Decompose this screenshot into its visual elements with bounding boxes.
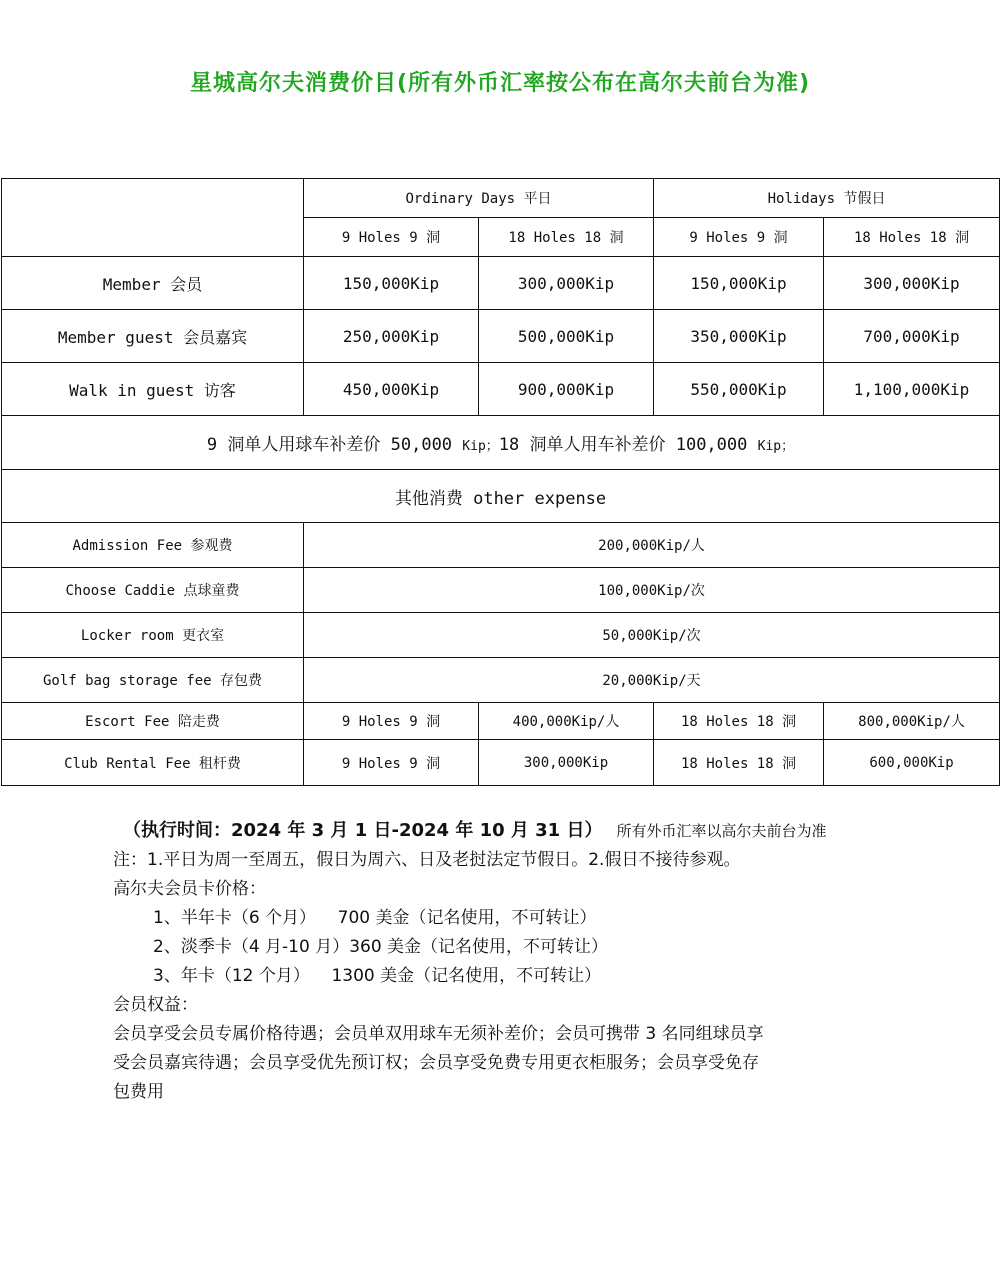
table-row-club-rental (2, 740, 1000, 786)
expense-label: Golf bag storage fee 存包费 (2, 658, 304, 703)
escort-18-value: 800,000Kip/人 (824, 703, 1000, 740)
page-title: 星城高尔夫消费价目(所有外币汇率按公布在高尔夫前台为准) (189, 71, 811, 96)
price-cell: 300,000Kip (479, 257, 654, 310)
cart-note-unit: Kip； (757, 439, 795, 454)
price-cell: 150,000Kip (304, 257, 479, 310)
member-benefits-line: 受会员嘉宾待遇；会员享受优先预订权；会员享受免费专用更衣柜服务；会员享受免存 (113, 1053, 759, 1073)
rental-9-value: 300,000Kip (479, 740, 654, 786)
other-expense-title-row (2, 470, 1000, 523)
price-cell: 250,000Kip (304, 310, 479, 363)
table-row-admission-fee (2, 523, 1000, 568)
cart-note-9-holes: 9 洞单人用球车补差价 50,000 (206, 435, 453, 455)
price-table (1, 178, 1000, 786)
exchange-rate-note: 所有外币汇率以高尔夫前台为准 (616, 822, 827, 840)
holiday-note: 注：1.平日为周一至周五，假日为周六、日及老挝法定节假日。2.假日不接待参观。 (113, 850, 741, 870)
escort-9-holes: 9 Holes 9 洞 (304, 703, 479, 740)
expense-label: Club Rental Fee 租杆费 (2, 740, 304, 786)
table-row-member-guest (2, 310, 1000, 363)
other-expense-title: 其他消费 other expense (2, 470, 1000, 523)
expense-label: Admission Fee 参观费 (2, 523, 304, 568)
row-label: Walk in guest 访客 (2, 363, 304, 416)
table-row-member (2, 257, 1000, 310)
cart-note-unit: Kip； (462, 439, 499, 454)
cart-surcharge-row (2, 416, 1000, 470)
member-card-item: 1、半年卡（6 个月） 700 美金（记名使用，不可转让） (153, 908, 597, 928)
expense-label: Escort Fee 陪走费 (2, 703, 304, 740)
header-ordinary-days: Ordinary Days 平日 (304, 179, 654, 218)
price-cell: 550,000Kip (654, 363, 824, 416)
price-cell: 350,000Kip (654, 310, 824, 363)
table-row-bag-storage (2, 658, 1000, 703)
rental-9-holes: 9 Holes 9 洞 (304, 740, 479, 786)
row-label: Member guest 会员嘉宾 (2, 310, 304, 363)
member-card-item: 3、年卡（12 个月） 1300 美金（记名使用，不可转让） (153, 966, 602, 986)
expense-value: 200,000Kip/人 (304, 523, 1000, 568)
rental-18-value: 600,000Kip (824, 740, 1000, 786)
expense-value: 50,000Kip/次 (304, 613, 1000, 658)
expense-label: Choose Caddie 点球童费 (2, 568, 304, 613)
execution-period: （执行时间：2024 年 3 月 1 日-2024 年 10 月 31 日） (123, 820, 603, 841)
escort-18-holes: 18 Holes 18 洞 (654, 703, 824, 740)
execution-period-line (113, 816, 913, 846)
header-ordinary-9-holes: 9 Holes 9 洞 (304, 218, 479, 257)
header-holiday-18-holes: 18 Holes 18 洞 (824, 218, 1000, 257)
price-cell: 900,000Kip (479, 363, 654, 416)
table-row-escort-fee (2, 703, 1000, 740)
expense-value: 20,000Kip/天 (304, 658, 1000, 703)
row-label: Member 会员 (2, 257, 304, 310)
member-card-item: 2、淡季卡（4 月-10 月）360 美金（记名使用，不可转让） (153, 937, 609, 957)
price-cell: 150,000Kip (654, 257, 824, 310)
table-row-locker-room (2, 613, 1000, 658)
escort-9-value: 400,000Kip/人 (479, 703, 654, 740)
member-card-title: 高尔夫会员卡价格： (113, 879, 266, 899)
table-row-caddie-fee (2, 568, 1000, 613)
header-holiday-9-holes: 9 Holes 9 洞 (654, 218, 824, 257)
header-ordinary-18-holes: 18 Holes 18 洞 (479, 218, 654, 257)
member-benefits-title: 会员权益： (113, 995, 198, 1015)
header-row-1 (2, 179, 1000, 218)
member-benefits-line: 会员享受会员专属价格待遇；会员单双用球车无须补差价；会员可携带 3 名同组球员享 (113, 1024, 764, 1044)
notes-section (113, 816, 913, 1107)
price-cell: 300,000Kip (824, 257, 1000, 310)
table-row-walk-in-guest (2, 363, 1000, 416)
cart-note-18-holes: 18 洞单人用车补差价 100,000 (498, 435, 748, 455)
price-cell: 450,000Kip (304, 363, 479, 416)
member-benefits-line: 包费用 (113, 1082, 164, 1102)
header-blank-cell (2, 179, 304, 257)
rental-18-holes: 18 Holes 18 洞 (654, 740, 824, 786)
cart-surcharge-note (2, 416, 1000, 470)
expense-value: 100,000Kip/次 (304, 568, 1000, 613)
price-cell: 700,000Kip (824, 310, 1000, 363)
price-cell: 1,100,000Kip (824, 363, 1000, 416)
price-cell: 500,000Kip (479, 310, 654, 363)
expense-label: Locker room 更衣室 (2, 613, 304, 658)
header-holidays: Holidays 节假日 (654, 179, 1000, 218)
